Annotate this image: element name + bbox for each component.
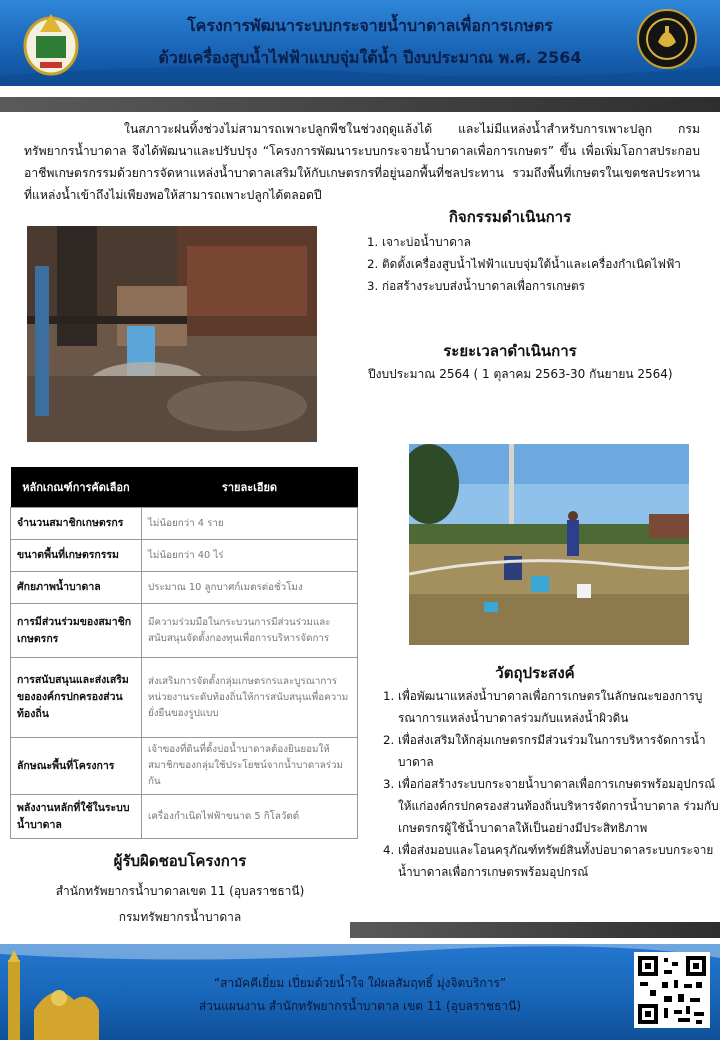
objectives-list [378,685,720,883]
header-title-line1: โครงการพัฒนาระบบกระจายน้ำบาดาลเพื่อการเกษตร [187,16,553,35]
list-item: 1. เจาะบ่อน้ำบาดาล [382,231,720,253]
table-row [11,540,358,572]
department-logo-icon [636,8,698,70]
table-row [11,508,358,540]
province-emblem-icon [18,8,84,78]
table-header-row [11,467,358,508]
field-photo [409,444,689,645]
table-row [11,572,358,604]
list-item: 4. เพื่อส่งมอบและโอนครุภัณฑ์ทรัพย์สินทั้งบ่อบาดาลระบบกระจายน้ำบาดาลเพื่อการเกษตรพร้อมอุปกรณ์ [398,839,720,883]
criteria-key: ขนาดพื้นที่เกษตรกรรม [11,540,142,572]
top-divider-bar [0,97,720,112]
footer-banner [0,944,720,1040]
criteria-table [10,467,358,839]
responsible-heading: ผู้รับผิดชอบโครงการ [113,852,247,870]
criteria-value: ส่งเสริมการจัดตั้งกลุ่มเกษตรกรและบูรณาการหน่วยงานระดับท้องถิ่นให้การสนับสนุนเพื่อความยั่งยืนของรูปแบบ [142,658,358,738]
intro-paragraph [24,118,700,206]
criteria-value: เครื่องกำเนิดไฟฟ้าขนาด 5 กิโลวัตต์ [142,795,358,839]
list-item: 3. เพื่อก่อสร้างระบบกระจายน้ำบาดาลเพื่อการเกษตรพร้อมอุปกรณ์ให้แก่องค์กรปกครองส่วนท้องถิ่นบริหารจัดการน้ำบาดาล ร่วมกับเกษตรกรผู้ใช้น้ำบาดาลให้เป็นอย่างมีประสิทธิภาพ [398,773,720,839]
schedule-heading: ระยะเวลาดำเนินการ [443,342,577,360]
criteria-value: ประมาณ 10 ลูกบาศก์เมตรต่อชั่วโมง [142,572,358,604]
qr-code-icon[interactable] [634,952,710,1028]
footer-office: ส่วนแผนงาน สำนักทรัพยากรน้ำบาดาล เขต 11 (อุบลราชธานี) [198,999,522,1013]
table-row [11,658,358,738]
responsible-line2: กรมทรัพยากรน้ำบาดาล [118,910,242,924]
intro-text: ในสภาวะฝนทิ้งช่วงไม่สามารถเพาะปลูกพืชในช่วงฤดูแล้งได้ และไม่มีแหล่งน้ำสำหรับการเพาะปลูก กรมทรัพยากรน้ำบาดาล จึงได้พัฒนาและปรับปรุง “โครงการพัฒนาระบบกระจายน้ำบาดาลเพื่อการเกษตร” ขึ้น เพื่อเพิ่มโอกาสประกอบอาชีพเกษตรกรรมด้วยการจัดหาแหล่งน้ำบาดาลเสริมให้กับเกษตรกรที่อยู่นอกพื้นที่ชลประทาน รวมถึงพื้นที่เกษตรในเขตชลประทานที่แหล่งน้ำเข้าถึงไม่เพียงพอให้สามารถเพาะปลูกได้ตลอดปี [24,122,700,202]
footer-slogan: “สามัคคีเยี่ยม เปี่ยมด้วยน้ำใจ ใฝ่ผลสัมฤทธิ์ มุ่งจิตบริการ” [213,976,507,990]
criteria-value: ไม่น้อยกว่า 40 ไร่ [142,540,358,572]
list-item: 2. เพื่อส่งเสริมให้กลุ่มเกษตรกรมีส่วนร่วมในการบริหารจัดการน้ำบาดาล [398,729,720,773]
activities-list [362,231,720,297]
bottom-divider-bar [350,922,720,938]
objectives-heading: วัตถุประสงค์ [495,664,575,682]
activities-heading: กิจกรรมดำเนินการ [448,208,572,226]
criteria-key: ลักษณะพื้นที่โครงการ [11,738,142,795]
table-row [11,738,358,795]
table-row [11,604,358,658]
responsible-line1: สำนักทรัพยากรน้ำบาดาลเขต 11 (อุบลราชธานี) [55,884,305,898]
list-item: 2. ติดตั้งเครื่องสูบน้ำไฟฟ้าแบบจุ่มใต้น้ำและเครื่องกำเนิดไฟฟ้า [382,253,720,275]
header-title-line2: ด้วยเครื่องสูบน้ำไฟฟ้าแบบจุ่มใต้น้ำ ปีงบประมาณ พ.ศ. 2564 [158,48,582,67]
monument-icon [4,950,114,1040]
table-header-cell: หลักเกณฑ์การคัดเลือก [11,467,142,508]
criteria-value: มีความร่วมมือในกระบวนการมีส่วนร่วมและสนับสนุนจัดตั้งกองทุนเพื่อการบริหารจัดการ [142,604,358,658]
table-header-cell: รายละเอียด [142,467,358,508]
criteria-key: จำนวนสมาชิกเกษตรกร [11,508,142,540]
list-item: 1. เพื่อพัฒนาแหล่งน้ำบาดาลเพื่อการเกษตรในลักษณะของการบูรณาการแหล่งน้ำบาดาลร่วมกับแหล่งน้ำผิวดิน [398,685,720,729]
list-item: 3. ก่อสร้างระบบส่งน้ำบาดาลเพื่อการเกษตร [382,275,720,297]
criteria-key: ศักยภาพน้ำบาดาล [11,572,142,604]
criteria-key: การสนับสนุนและส่งเสริมขององค์กรปกครองส่วนท้องถิ่น [11,658,142,738]
criteria-key: พลังงานหลักที่ใช้ในระบบน้ำบาดาล [11,795,142,839]
header-banner [0,0,720,86]
criteria-value: ไม่น้อยกว่า 4 ราย [142,508,358,540]
criteria-value: เจ้าของที่ดินที่ตั้งบ่อน้ำบาดาลต้องยินยอมให้สมาชิกของกลุ่มใช้ประโยชน์จากน้ำบาดาลร่วมกัน [142,738,358,795]
schedule-text: ปีงบประมาณ 2564 ( 1 ตุลาคม 2563-30 กันยายน 2564) [368,367,673,381]
criteria-key: การมีส่วนร่วมของสมาชิกเกษตรกร [11,604,142,658]
drilling-photo [27,226,317,442]
table-row [11,795,358,839]
